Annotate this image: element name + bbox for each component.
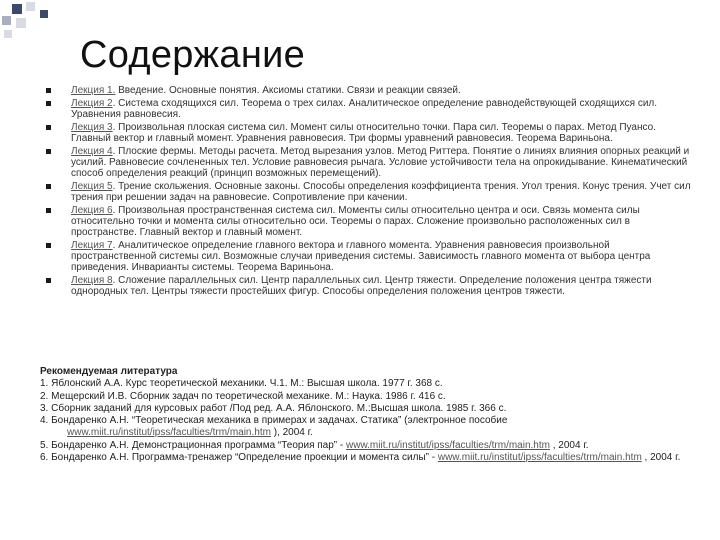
- literature-text: 3. Сборник заданий для курсовых работ /Под ред. А.А. Яблонского. М.:Высшая школа. 1985 г. 366 с.: [40, 402, 507, 414]
- literature-item: [40, 440, 700, 452]
- lecture-description: Введение. Основные понятия. Аксиомы статики. Связи и реакции связей.: [115, 85, 461, 96]
- lecture-description: . Произвольная пространственная система сил. Моменты силы относительно центра и оси. Связь момента силы относительно точки и момента силы относительно оси. Теоремы о парах. Сложение произвольно расположенных сил в пространстве. Главный вектор и главный момент.: [71, 205, 640, 238]
- lecture-list: [44, 85, 692, 299]
- lecture-link[interactable]: Лекция 5: [71, 181, 113, 192]
- lecture-description: . Сложение параллельных сил. Центр параллельных сил. Центр тяжести. Определение положения центра тяжести однородных тел. Центры тяжести простейших фигур. Способы определения положения центров тяжести.: [71, 275, 652, 297]
- literature-tail: , 2004 г.: [549, 439, 589, 451]
- corner-square-light: [16, 18, 26, 28]
- literature-url-link[interactable]: www.miit.ru/institut/ipss/faculties/trm/main.htm: [67, 427, 271, 439]
- square-bullet-icon: [46, 208, 51, 213]
- list-item: [44, 98, 692, 120]
- corner-square-light: [4, 30, 12, 38]
- lecture-description: . Трение скольжения. Основные законы. Способы определения коэффициента трения. Угол трения. Конус трения. Учет сил трения при решении задач на равновесие. Сопротивление при качении.: [71, 181, 691, 203]
- list-item: [44, 181, 692, 203]
- lecture-link[interactable]: Лекция 4: [71, 146, 113, 157]
- square-bullet-icon: [46, 243, 51, 248]
- literature-text: 5. Бондаренко А.Н. Демонстрационная программа “Теория пар” -: [40, 439, 347, 451]
- lecture-link[interactable]: Лекция 1.: [71, 85, 116, 96]
- square-bullet-icon: [46, 125, 51, 130]
- lecture-link[interactable]: Лекция 6: [71, 205, 113, 216]
- literature-url-link[interactable]: www.miit.ru/institut/ipss/faculties/trm/main.htm: [346, 439, 550, 451]
- corner-square-mid: [2, 16, 11, 25]
- literature-section: [40, 366, 700, 464]
- lecture-description: . Произвольная плоская система сил. Момент силы относительно точки. Пара сил. Теоремы о парах. Метод Пуансо. Главный вектор и главный момент. Уравнения равновесия. Три формы уравнений равновесия. Теорема Вариньона.: [71, 122, 656, 144]
- lecture-description: . Система сходящихся сил. Теорема о трех силах. Аналитическое определение равнодействующей сходящихся сил. Уравнения равновесия.: [71, 98, 658, 120]
- literature-item: [40, 378, 700, 390]
- corner-decoration: [0, 0, 60, 45]
- literature-url-link[interactable]: www.miit.ru/institut/ipss/faculties/trm/main.htm: [437, 452, 642, 464]
- corner-square-light: [26, 2, 35, 11]
- list-item: [44, 85, 692, 96]
- lecture-link[interactable]: Лекция 8: [71, 275, 113, 286]
- list-item: [44, 122, 692, 144]
- literature-text: 4. Бондаренко А.Н. “Теоретическая механика в примерах и задачах. Статика” (электронное пособие: [40, 415, 508, 427]
- square-bullet-icon: [46, 149, 51, 154]
- literature-text: 1. Яблонский А.А. Курс теоретической механики. Ч.1. М.: Высшая школа. 1977 г. 368 с.: [40, 378, 443, 390]
- page-title: Содержание: [80, 34, 306, 76]
- corner-square-dark: [40, 10, 48, 18]
- literature-tail: , 2004 г.: [641, 452, 681, 464]
- corner-square-dark: [12, 4, 22, 14]
- lecture-description: . Плоские фермы. Методы расчета. Метод вырезания узлов. Метод Риттера. Понятие о линиях влияния опорных реакций и усилий. Равновесие сочлененных тел. Условие равновесия рычага. Условие устойчивости тела на опрокидывание. Кинематический способ определения реакций (принцип возможных перемещений).: [71, 146, 690, 179]
- list-item: [44, 205, 692, 238]
- list-item: [44, 146, 692, 179]
- lecture-description: . Аналитическое определение главного вектора и главного момента. Уравнения равновесия произвольной пространственной системы сил. Возможные случаи приведения системы. Зависимость главного момента от выбора центра приведения. Инварианты системы. Теорема Вариньона.: [71, 240, 651, 273]
- square-bullet-icon: [46, 88, 51, 93]
- literature-item: [40, 391, 700, 403]
- literature-text: 2. Мещерский И.В. Сборник задач по теоретической механике. М.: Наука. 1986 г. 416 с.: [40, 390, 446, 402]
- square-bullet-icon: [46, 278, 51, 283]
- literature-tail: ), 2004 г.: [270, 427, 313, 439]
- list-item: [44, 275, 692, 297]
- literature-item: [40, 415, 700, 440]
- lecture-link[interactable]: Лекция 7: [71, 240, 113, 251]
- literature-text: 6. Бондаренко А.Н. Программа-тренажер “Определение проекции и момента силы” -: [40, 452, 438, 464]
- lecture-link[interactable]: Лекция 2: [71, 98, 113, 109]
- square-bullet-icon: [46, 101, 51, 106]
- lecture-link[interactable]: Лекция 3: [71, 122, 113, 133]
- literature-heading: Рекомендуемая литература: [40, 366, 178, 377]
- square-bullet-icon: [46, 184, 51, 189]
- literature-item: [40, 403, 700, 415]
- literature-item: [40, 452, 700, 464]
- list-item: [44, 240, 692, 273]
